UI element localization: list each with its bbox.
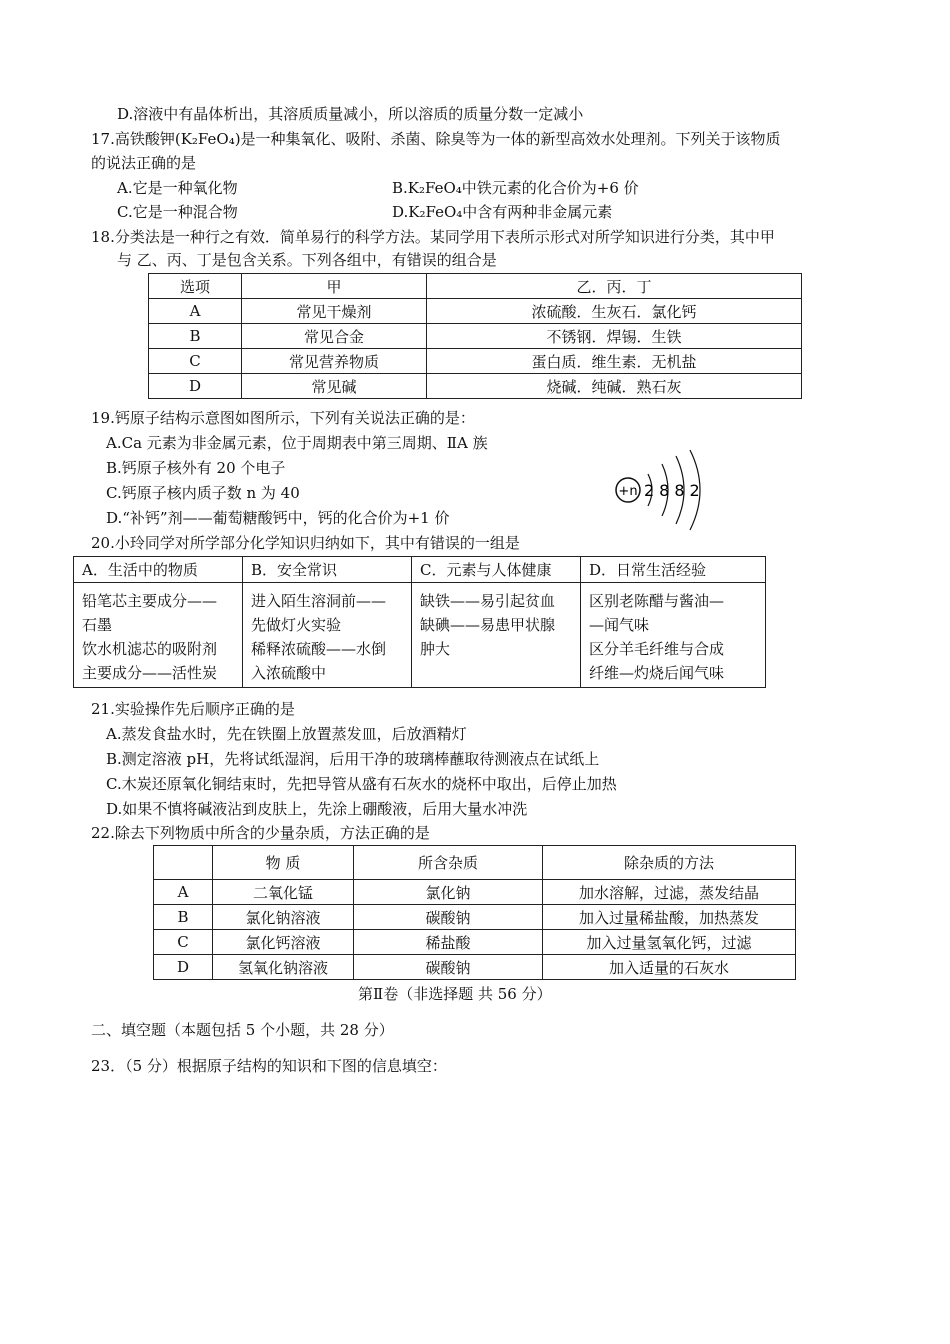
cell-text: 纤维—灼烧后闻气味 <box>589 664 725 682</box>
table-header-cell <box>154 846 213 880</box>
electron-counts: 2882 <box>644 481 705 500</box>
cell-text: 区分羊毛纤维与合成 <box>589 640 725 658</box>
table-cell: 常见碱 <box>242 374 427 399</box>
table-cell: C <box>154 930 213 955</box>
table-header-cell: 乙．丙．丁 <box>427 274 802 299</box>
cell-text: 铅笔芯主要成分—— <box>82 592 218 610</box>
section2-heading: 二、填空题（本题包括 5 个小题，共 28 分） <box>91 1021 394 1039</box>
table-row <box>149 374 802 399</box>
q18-table <box>148 273 802 399</box>
q21-stem: 21.实验操作先后顺序正确的是 <box>91 700 295 718</box>
table-header-row <box>74 557 766 583</box>
calcium-atom-diagram <box>612 446 722 536</box>
table-row <box>154 880 796 905</box>
q22-table <box>153 845 796 980</box>
table-cell-life-materials <box>74 583 243 688</box>
q19-option-b: B.钙原子核外有 20 个电子 <box>106 459 286 477</box>
table-cell: 浓硫酸．生灰石．氯化钙 <box>427 299 802 324</box>
section2-title: 第Ⅱ卷（非选择题 共 56 分） <box>358 985 552 1003</box>
q17-stem-line2: 的说法正确的是 <box>91 154 197 172</box>
cell-text: 肿大 <box>420 640 451 658</box>
cell-text: 进入陌生溶洞前—— <box>251 592 387 610</box>
table-cell: 氢氧化钠溶液 <box>213 955 354 980</box>
cell-text: 先做灯火实验 <box>251 616 342 634</box>
table-cell: D <box>154 955 213 980</box>
table-cell: 加入过量稀盐酸，加热蒸发 <box>543 905 796 930</box>
q17-option-c: C.它是一种混合物 <box>117 203 238 221</box>
table-header-cell: 甲 <box>242 274 427 299</box>
table-cell-elements-health <box>412 583 581 688</box>
table-cell: 加水溶解，过滤，蒸发结晶 <box>543 880 796 905</box>
cell-text: 入浓硫酸中 <box>251 664 327 682</box>
q21-option-c: C.木炭还原氧化铜结束时，先把导管从盛有石灰水的烧杯中取出，后停止加热 <box>106 775 617 793</box>
cell-text: 缺铁——易引起贫血 <box>420 592 556 610</box>
q17-option-b: B.K₂FeO₄中铁元素的化合价为+6 价 <box>392 179 639 197</box>
table-header-cell: D．日常生活经验 <box>581 557 766 583</box>
q20-table <box>73 556 766 688</box>
table-header-cell: C．元素与人体健康 <box>412 557 581 583</box>
table-cell: A <box>149 299 242 324</box>
nucleus-label: +n <box>618 484 638 499</box>
table-cell-daily-experience <box>581 583 766 688</box>
table-cell: 氯化钠溶液 <box>213 905 354 930</box>
table-row <box>149 324 802 349</box>
table-header-row <box>149 274 802 299</box>
q19-option-d: D.“补钙”剂——葡萄糖酸钙中，钙的化合价为+1 价 <box>106 509 450 527</box>
table-header-cell: 物 质 <box>213 846 354 880</box>
q19-stem: 19.钙原子结构示意图如图所示，下列有关说法正确的是： <box>91 409 475 427</box>
q22-stem: 22.除去下列物质中所含的少量杂质，方法正确的是 <box>91 824 430 842</box>
table-header-row <box>154 846 796 880</box>
q18-stem-line1: 18.分类法是一种行之有效．简单易行的科学方法。某同学用下表所示形式对所学知识进行分类，其中甲 <box>91 228 775 246</box>
table-cell: 氯化钠 <box>354 880 543 905</box>
q21-option-b: B.测定溶液 pH，先将试纸湿润，后用干净的玻璃棒蘸取待测液点在试纸上 <box>106 750 600 768</box>
cell-text: 区别老陈醋与酱油— <box>589 592 725 610</box>
table-cell: 不锈钢．焊锡．生铁 <box>427 324 802 349</box>
q19-option-c: C.钙原子核内质子数 n 为 40 <box>106 484 300 502</box>
table-cell: 常见合金 <box>242 324 427 349</box>
table-cell: 碳酸钠 <box>354 955 543 980</box>
table-header-cell: B．安全常识 <box>243 557 412 583</box>
cell-text: —闻气味 <box>589 616 650 634</box>
cell-text: 主要成分——活性炭 <box>82 664 218 682</box>
q20-stem: 20.小玲同学对所学部分化学知识归纳如下，其中有错误的一组是 <box>91 534 520 552</box>
q21-option-d: D.如果不慎将碱液沾到皮肤上，先涂上硼酸液，后用大量水冲洗 <box>106 800 528 818</box>
table-cell: B <box>154 905 213 930</box>
table-cell: 碳酸钠 <box>354 905 543 930</box>
table-cell: C <box>149 349 242 374</box>
table-cell: D <box>149 374 242 399</box>
q19-option-a: A.Ca 元素为非金属元素，位于周期表中第三周期、ⅡA 族 <box>106 434 488 452</box>
cell-text: 稀释浓硫酸——水倒 <box>251 640 387 658</box>
table-cell-safety <box>243 583 412 688</box>
table-row <box>74 583 766 688</box>
table-cell: 蛋白质．维生素．无机盐 <box>427 349 802 374</box>
q17-option-d: D.K₂FeO₄中含有两种非金属元素 <box>392 203 613 221</box>
table-header-cell: 选项 <box>149 274 242 299</box>
table-row <box>149 349 802 374</box>
table-cell: 稀盐酸 <box>354 930 543 955</box>
table-cell: 氯化钙溶液 <box>213 930 354 955</box>
cell-text: 石墨 <box>82 616 113 634</box>
cell-text: 缺碘——易患甲状腺 <box>420 616 556 634</box>
table-header-cell: 除杂质的方法 <box>543 846 796 880</box>
table-header-cell: A．生活中的物质 <box>74 557 243 583</box>
table-cell: 加入适量的石灰水 <box>543 955 796 980</box>
table-row <box>154 955 796 980</box>
table-row <box>154 930 796 955</box>
q17-option-a: A.它是一种氧化物 <box>117 179 238 197</box>
q23-stem: 23．（5 分）根据原子结构的知识和下图的信息填空： <box>91 1057 447 1075</box>
q16-option-d: D.溶液中有晶体析出，其溶质质量减小，所以溶质的质量分数一定减小 <box>117 105 584 123</box>
q18-stem-line2: 与 乙、丙、丁是包含关系。下列各组中，有错误的组合是 <box>117 251 497 269</box>
table-cell: 烧碱．纯碱．熟石灰 <box>427 374 802 399</box>
q21-option-a: A.蒸发食盐水时，先在铁圈上放置蒸发皿，后放酒精灯 <box>106 725 467 743</box>
table-cell: 加入过量氢氧化钙，过滤 <box>543 930 796 955</box>
table-cell: 二氧化锰 <box>213 880 354 905</box>
table-row <box>154 905 796 930</box>
table-header-cell: 所含杂质 <box>354 846 543 880</box>
table-cell: 常见营养物质 <box>242 349 427 374</box>
table-cell: B <box>149 324 242 349</box>
q17-stem-line1: 17.高铁酸钾(K₂FeO₄)是一种集氧化、吸附、杀菌、除臭等为一体的新型高效水处理剂。下列关于该物质 <box>91 130 781 148</box>
cell-text: 饮水机滤芯的吸附剂 <box>82 640 218 658</box>
table-cell: A <box>154 880 213 905</box>
table-cell: 常见干燥剂 <box>242 299 427 324</box>
table-row <box>149 299 802 324</box>
